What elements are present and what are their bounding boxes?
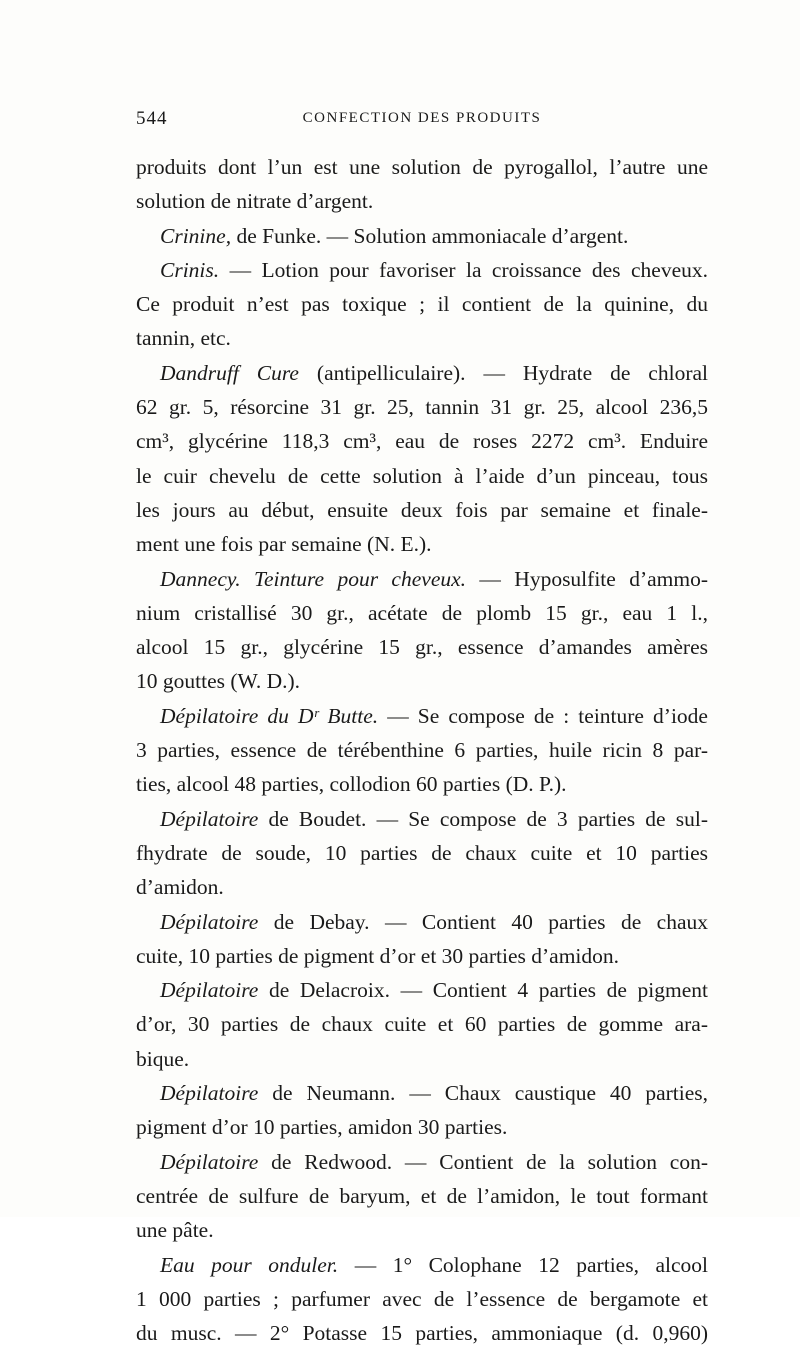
- text-line: [136, 459, 708, 493]
- line-text: le cuir chevelu de cette solution à l’aide d’un pinceau, tous: [136, 463, 708, 488]
- line-text: 10 gouttes (W. D.).: [136, 669, 301, 694]
- line-text: une pâte.: [136, 1218, 214, 1243]
- text-line: [136, 390, 708, 424]
- line-text: 3 parties, essence de térébenthine 6 parties, huile ricin 8 par-: [136, 738, 708, 763]
- line-text: — Hyposulfite d’ammo-: [466, 566, 708, 591]
- entry-term: Eau pour onduler.: [160, 1252, 339, 1277]
- text-line: [136, 424, 708, 458]
- line-text: les jours au début, ensuite deux fois par semaine et finale-: [136, 497, 708, 522]
- line-text: solution de nitrate d’argent.: [136, 189, 374, 214]
- line-text: 1 000 parties ; parfumer avec de l’essence de bergamote et: [136, 1286, 708, 1311]
- line-text: de Debay. — Contient 40 parties de chaux: [258, 909, 708, 934]
- line-text: bique.: [136, 1046, 190, 1071]
- text-line: [136, 150, 708, 184]
- line-text: fhydrate de soude, 10 parties de chaux cuite et 10 parties: [136, 840, 708, 865]
- text-line: [136, 596, 708, 630]
- line-text: ties, alcool 48 parties, collodion 60 parties (D. P.).: [136, 772, 567, 797]
- text-line: [136, 870, 708, 904]
- line-text: — Lotion pour favoriser la croissance des cheveux.: [219, 257, 708, 282]
- line-text: (antipelliculaire). — Hydrate de chloral: [298, 360, 708, 385]
- entry-term: Crinine,: [160, 223, 232, 248]
- text-line: [136, 1007, 708, 1041]
- body-text: [136, 150, 708, 1350]
- text-line: [136, 1145, 708, 1179]
- text-line: [136, 1179, 708, 1213]
- line-text: de Delacroix. — Contient 4 parties de pigment: [258, 978, 708, 1003]
- page-header: [136, 108, 708, 132]
- page-number: 544: [136, 108, 168, 129]
- line-text: centrée de sulfure de baryum, et de l’amidon, le tout formant: [136, 1183, 708, 1208]
- text-line: [136, 1110, 708, 1144]
- line-text: de Redwood. — Contient de la solution con-: [258, 1149, 708, 1174]
- text-line: [136, 733, 708, 767]
- text-line: [136, 527, 708, 561]
- line-text: pigment d’or 10 parties, amidon 30 parties.: [136, 1115, 508, 1140]
- text-line: [136, 253, 708, 287]
- line-text: de Funke. — Solution ammoniacale d’argent.: [231, 223, 629, 248]
- text-line: [136, 562, 708, 596]
- text-line: [136, 767, 708, 801]
- line-text: ment une fois par semaine (N. E.).: [136, 532, 432, 557]
- text-line: [136, 356, 708, 390]
- text-line: [136, 321, 708, 355]
- text-line: [136, 1282, 708, 1316]
- line-text: d’or, 30 parties de chaux cuite et 60 parties de gomme ara-: [136, 1012, 708, 1037]
- text-line: [136, 493, 708, 527]
- entry-term: Dandruff Cure: [160, 360, 299, 385]
- running-title: CONFECTION DES PRODUITS: [302, 110, 542, 126]
- text-line: [136, 905, 708, 939]
- text-line: [136, 973, 708, 1007]
- entry-term: Dépilatoire: [160, 1081, 259, 1106]
- text-line: [136, 1213, 708, 1247]
- line-text: Ce produit n’est pas toxique ; il contient de la quinine, du: [136, 292, 708, 317]
- line-text: produits dont l’un est une solution de pyrogallol, l’autre une: [136, 155, 708, 179]
- line-text: de Neumann. — Chaux caustique 40 parties,: [258, 1081, 708, 1106]
- text-line: [136, 1042, 708, 1076]
- entry-term: Dépilatoire: [160, 1149, 259, 1174]
- text-line: [136, 699, 708, 733]
- text-line: [136, 939, 708, 973]
- text-line: [136, 802, 708, 836]
- line-text: — Se compose de : teinture d’iode: [378, 703, 708, 728]
- text-line: [136, 287, 708, 321]
- text-line: [136, 219, 708, 253]
- text-line: [136, 836, 708, 870]
- text-line: [136, 1248, 708, 1282]
- entry-term: Crinis.: [160, 257, 220, 282]
- line-text: — 1° Colophane 12 parties, alcool: [338, 1252, 708, 1277]
- line-text: cm³, glycérine 118,3 cm³, eau de roses 2272 cm³. Enduire: [136, 429, 708, 454]
- line-text: nium cristallisé 30 gr., acétate de plomb 15 gr., eau 1 l.,: [136, 600, 708, 625]
- entry-term: Dépilatoire: [160, 806, 259, 831]
- line-text: tannin, etc.: [136, 326, 231, 351]
- text-line: [136, 1316, 708, 1350]
- entry-term: Dannecy. Teinture pour cheveux.: [160, 566, 467, 591]
- line-text: de Boudet. — Se compose de 3 parties de sul-: [258, 806, 708, 831]
- text-line: [136, 664, 708, 698]
- line-text: du musc. — 2° Potasse 15 parties, ammoniaque (d. 0,960): [136, 1321, 708, 1346]
- entry-term: Dépilatoire: [160, 978, 259, 1003]
- entry-term: Dépilatoire du Dʳ Butte.: [160, 703, 379, 728]
- text-line: [136, 184, 708, 218]
- entry-term: Dépilatoire: [160, 909, 259, 934]
- line-text: alcool 15 gr., glycérine 15 gr., essence d’amandes amères: [136, 635, 708, 660]
- line-text: 62 gr. 5, résorcine 31 gr. 25, tannin 31 gr. 25, alcool 236,5: [136, 395, 708, 420]
- text-line: [136, 1076, 708, 1110]
- text-line: [136, 630, 708, 664]
- line-text: d’amidon.: [136, 875, 224, 900]
- line-text: cuite, 10 parties de pigment d’or et 30 parties d’amidon.: [136, 943, 620, 968]
